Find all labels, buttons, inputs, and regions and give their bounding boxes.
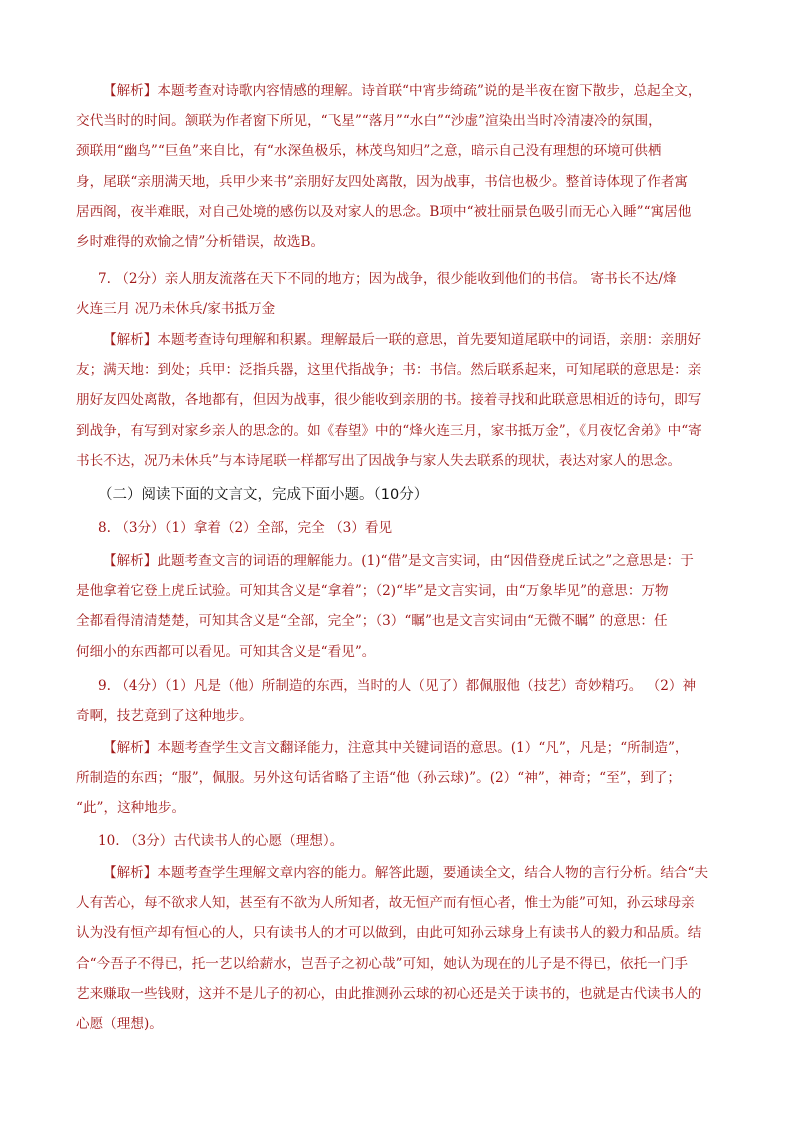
text-line: 10. （3分）古代读书人的心愿（理想）。 — [98, 833, 344, 849]
text-line: 何细小的东西都可以看见。可知其含义是“看见”。 — [76, 643, 376, 660]
answer-q10 — [76, 826, 722, 856]
text-line: 颈联用“幽鸟”“巨鱼”来自比，有“水深鱼极乐，林茂鸟知归”之意，暗示自己没有理想的环境可供栖 — [76, 143, 662, 160]
text-line: 人有苦心，每不欲求人知，甚至有不欲为人所知者，故无恒产而有恒心者，惟士为能”可知，孙云球母亲 — [76, 895, 695, 912]
text-line: 朋好友四处离散，各地都有，但因为战事，很少能收到亲朋的书。接着寻找和此联意思相近的诗句，即写 — [76, 392, 702, 409]
text-line: 全都看得清清楚楚，可知其含义是“全部，完全”；（3）“瞩”也是文言实词由“无微不瞩” 的意思：任 — [76, 613, 668, 630]
text-line: 交代当时的时间。颔联为作者窗下所见，“飞星”“落月”“水白”“沙虚”渲染出当时冷清凄冷的氛围， — [76, 113, 662, 130]
text-line: 7. （2分）亲人朋友流落在天下不同的地方；因为战争，很少能收到他们的书信。 寄书长不达/烽 — [98, 271, 677, 287]
text-line: 身，尾联“亲朋满天地，兵甲少来书”亲朋好友四处离散，因为战事，书信也极少。整首诗体现了作者寓 — [76, 173, 689, 190]
answer-q8 — [76, 513, 722, 543]
text-line: 奇啊，技艺竟到了这种地步。 — [76, 708, 253, 725]
text-line: 8. （3分）（1）拿着（2）全部，完全 （3）看见 — [98, 520, 393, 536]
text-line: 【解析】本题考查对诗歌内容情感的理解。诗首联“中宵步绮疏”说的是半夜在窗下散步，总起全文， — [103, 83, 702, 99]
text-line: 【解析】本题考查诗句理解和积累。理解最后一联的意思，首先要知道尾联中的词语，亲朋：亲朋好 — [103, 332, 702, 348]
text-line: 【解析】此题考查文言的词语的理解能力。(1)“借”是文言实词，由“因借登虎丘试之”之意思是：于 — [103, 553, 694, 569]
text-line: 乡时难得的欢愉之情”分析错误，故选B。 — [76, 233, 325, 250]
text-line: 心愿（理想)。 — [76, 1015, 163, 1032]
analysis-q10 — [76, 858, 722, 1039]
text-line: 所制造的东西；“服”，佩服。另外这句话省略了主语“他（孙云球)”。(2）“神”，神奇；“至”，到了； — [76, 770, 682, 787]
text-line: 到战争，有写到对家乡亲人的思念的。如《春望》中的“烽火连三月，家书抵万金”，《月夜忆舍弟》中“寄 — [76, 422, 702, 439]
analysis-q9 — [76, 733, 722, 824]
analysis-q7 — [76, 325, 722, 476]
text-line: 是他拿着它登上虎丘试验。可知其含义是“拿着”；（2)“毕”是文言实词，由“万象毕见”的意思：万物 — [76, 583, 669, 600]
text-line: 【解析】本题考查学生文言文翻译能力，注意其中关键词语的意思。(1）“凡”，凡是；“所制造”， — [103, 740, 689, 756]
section-heading: （二）阅读下面的文言文，完成下面小题。（10分） — [98, 487, 429, 503]
text-line: 艺来赚取一些钱财，这并不是儿子的初心，由此推测孙云球的初心还是关于读书的，也就是古代读书人的 — [76, 985, 702, 1002]
analysis-q8 — [76, 546, 722, 667]
text-line: 书长不达，况乃未休兵”与本诗尾联一样都写出了因战争与家人失去联系的现状，表达对家人的思念。 — [76, 452, 682, 469]
analysis-q6 — [76, 76, 722, 257]
text-line: 火连三月 况乃未休兵/家书抵万金 — [76, 301, 276, 318]
text-line: 居西阁，夜半难眠，对自己处境的感伤以及对家人的思念。B项中“被壮丽景色吸引而无心入睡”“寓居他 — [76, 203, 692, 220]
answer-q9 — [76, 671, 722, 731]
text-line: 9. （4分）（1）凡是（他）所制造的东西，当时的人（见了）都佩服他（技艺）奇妙精巧。 （2）神 — [98, 678, 697, 694]
text-line: 友；满天地：到处；兵甲：泛指兵器，这里代指战争；书：书信。然后联系起来，可知尾联的意思是：亲 — [76, 362, 702, 379]
text-line: 合“今吾子不得已，托一艺以给薪水，岂吾子之初心哉”可知，她认为现在的儿子是不得已，依托一门手 — [76, 955, 689, 972]
text-line: 【解析】本题考查学生理解文章内容的能力。解答此题，要通读全文，结合人物的言行分析。结合“夫 — [103, 865, 709, 881]
answer-q7 — [76, 264, 722, 324]
text-line: “此”，这种地步。 — [76, 800, 186, 817]
text-line: 认为没有恒产却有恒心的人，只有读书人的才可以做到，由此可知孙云球身上有读书人的毅力和品质。结 — [76, 925, 702, 942]
